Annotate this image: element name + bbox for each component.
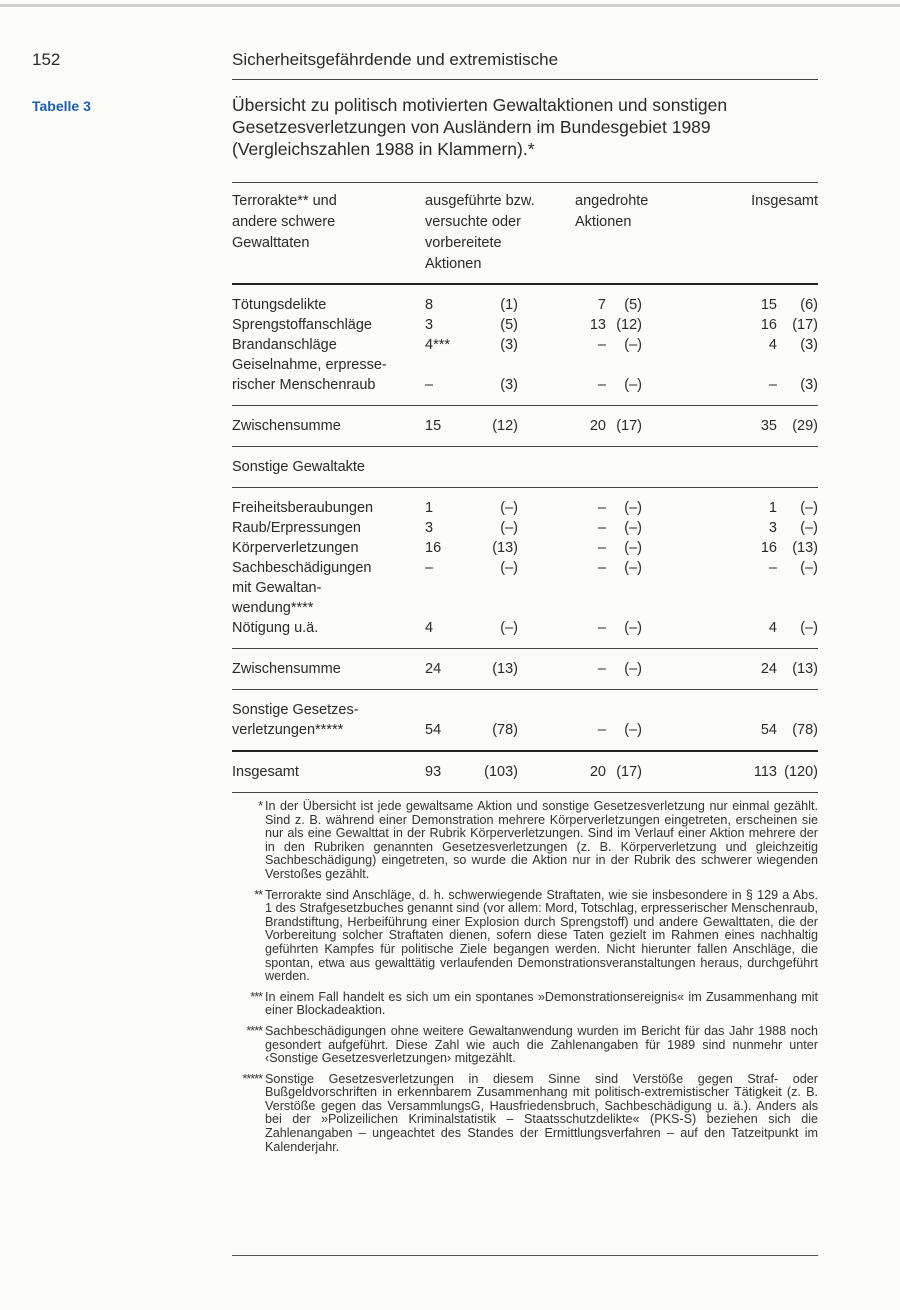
row-label: Körperverletzungen — [232, 540, 359, 556]
threatened-count: – — [597, 540, 606, 556]
footnote-text: Sonstige Gesetzesverletzungen in diesem Sinne sind Verstöße gegen Straf- oder Bußgeldvorschriften in erkennbarem Zusammenhang mit politisch-extremistischer Tätigkeit (z. B. Verstöße gegen das VersammlungsG, Hausfriedensbruch, Sachbeschädigung u. ä.). Anders als bei der »Polizeilichen Kriminalstatistik – Staatsschutzdelikte« (PKS-S) beziehen sich die Zahlenangaben – ungeachtet des Standes der Ermittlungsverfahren – auf den Tatzeitpunkt im Kalenderjahr. — [265, 1071, 818, 1154]
threatened-prev: (–) — [624, 722, 642, 738]
total-prev: (–) — [800, 620, 818, 636]
total-count: 1 — [768, 500, 777, 516]
total-prev: (13) — [792, 661, 818, 677]
threatened-prev: (–) — [624, 377, 642, 393]
total-count: 16 — [760, 540, 777, 556]
executed-count: 15 — [425, 418, 442, 434]
threatened-prev: (5) — [624, 297, 642, 313]
section-title-row — [232, 447, 818, 487]
total-prev: (3) — [800, 337, 818, 353]
row-label: Sprengstoffanschläge — [232, 317, 373, 333]
footnote — [232, 889, 818, 984]
executed-count: 1 — [425, 500, 434, 516]
executed-prev: (78) — [492, 722, 518, 738]
table-row — [232, 659, 818, 679]
executed-prev: (13) — [492, 540, 518, 556]
bottom-rule — [232, 1255, 818, 1256]
threatened-count: – — [597, 722, 606, 738]
total-count: 24 — [760, 661, 777, 677]
row-label: mit Gewaltan- wendung**** — [232, 580, 322, 616]
executed-count: – — [425, 560, 434, 576]
footnote — [232, 800, 818, 882]
total-prev: (29) — [792, 418, 818, 434]
subtotal-section — [232, 406, 818, 446]
total-section — [232, 752, 818, 792]
total-count: – — [768, 560, 777, 576]
group-serious-violence — [232, 285, 818, 405]
table-row — [232, 355, 818, 395]
executed-count: 4 — [425, 620, 434, 636]
threatened-count: 20 — [589, 418, 606, 434]
row-label: Raub/Erpressungen — [232, 520, 361, 536]
row-label: Zwischensumme — [232, 661, 341, 677]
table-header — [232, 183, 818, 283]
total-count: 113 — [753, 764, 777, 780]
executed-count: 3 — [425, 520, 434, 536]
footnote — [232, 1073, 818, 1155]
table-row — [232, 518, 818, 538]
footnote-text: In der Übersicht ist jede gewaltsame Aktion und sonstige Gesetzesverletzung nur einmal gezählt. Sind z. B. während einer Demonstration mehrere Körperverletzungen eingetreten, erscheinen sie nur als eine Gewalttat in der Rubrik Körperverletzungen. Sind im Verlauf einer Aktion mehrere der in den Rubriken genannten Gesetzesverletzungen (z. B. Körperverletzung und gleichzeitig Sachbeschädigung) eingetreten, so wurde die Aktion nur in der Rubrik des schwerer wiegenden Verstoßes gezählt. — [265, 799, 818, 881]
executed-count: 54 — [425, 722, 442, 738]
executed-count: 93 — [425, 764, 442, 780]
footnote-text: Sachbeschädigungen ohne weitere Gewaltanwendung wurden im Bericht für das Jahr 1988 noch gesondert aufgeführt. Diese Zahl wie auch die Zahlenangaben für 1989 sind nunmehr unter ‹Sonstige Gesetzesverletzungen› mitgezählt. — [265, 1023, 818, 1066]
footnote-text: In einem Fall handelt es sich um ein spontanes »Demonstrationsereignis« im Zusammenhang mit einer Blockadeaktion. — [265, 989, 818, 1018]
total-prev: (120) — [784, 764, 818, 780]
executed-prev: (103) — [484, 764, 518, 780]
table-row — [232, 295, 818, 315]
table-row — [232, 618, 818, 638]
threatened-count: – — [597, 620, 606, 636]
threatened-count: – — [597, 377, 606, 393]
threatened-prev: (17) — [616, 764, 642, 780]
total-prev: (3) — [800, 377, 818, 393]
row-label: Zwischensumme — [232, 418, 341, 434]
table-row — [232, 578, 818, 618]
threatened-count: – — [597, 520, 606, 536]
threatened-prev: (–) — [624, 661, 642, 677]
total-count: 16 — [760, 317, 777, 333]
executed-prev: (–) — [500, 500, 518, 516]
header-threatened: angedrohte Aktionen — [575, 193, 649, 230]
threatened-count: – — [597, 500, 606, 516]
footnote-marker: **** — [246, 1023, 262, 1038]
row-label: Sonstige Gesetzes- verletzungen***** — [232, 702, 359, 738]
page-number: 152 — [32, 50, 61, 69]
table-row — [232, 538, 818, 558]
table-row — [232, 700, 818, 740]
executed-count: 16 — [425, 540, 442, 556]
header-category: Terrorakte** und andere schwere Gewalttaten — [232, 193, 337, 251]
group-other-violence — [232, 488, 818, 648]
table-row — [232, 498, 818, 518]
executed-count: 4*** — [425, 337, 450, 353]
table-row — [232, 416, 818, 436]
running-head: Sicherheitsgefährdende und extremistische — [232, 50, 559, 69]
executed-prev: (12) — [492, 418, 518, 434]
executed-prev: (3) — [500, 337, 518, 353]
total-count: 15 — [760, 297, 777, 313]
row-label: Sachbeschädigungen — [232, 560, 372, 576]
other-violations-section — [232, 690, 818, 750]
executed-prev: (13) — [492, 661, 518, 677]
executed-count: – — [425, 377, 434, 393]
table-row — [232, 762, 818, 782]
row-label: Brandanschläge — [232, 337, 337, 353]
row-label: Tötungsdelikte — [232, 297, 327, 313]
table-row — [232, 315, 818, 335]
threatened-count: 20 — [589, 764, 606, 780]
threatened-prev: (–) — [624, 620, 642, 636]
footnote — [232, 991, 818, 1018]
executed-prev: (–) — [500, 620, 518, 636]
section-title: Sonstige Gewaltakte — [232, 459, 365, 475]
threatened-count: 13 — [589, 317, 606, 333]
footnotes — [232, 800, 818, 1161]
footnote-text: Terrorakte sind Anschläge, d. h. schwerwiegende Straftaten, wie sie insbesondere in § 129 a Abs. 1 des Strafgesetzbuches genannt sind (vor allem: Mord, Totschlag, erpresserischer Menschenraub, Brandstiftung, Herbeiführung einer Explosion durch Sprengstoff) und andere Gewalttaten, die der Vorbereitung solcher Straftaten dienen, sofern diese Taten gezielt im Rahmen eines nachhaltig geführten Kampfes für politische Ziele begangen werden. Nicht hierunter fallen Anschläge, die spontan, etwa aus gewalttätig verlaufenden Demonstrationsveranstaltungen heraus, durchgeführt werden. — [265, 887, 818, 984]
executed-count: 24 — [425, 661, 442, 677]
footnote — [232, 1025, 818, 1066]
executed-prev: (–) — [500, 560, 518, 576]
footnote-marker: * — [258, 799, 262, 813]
threatened-prev: (–) — [624, 540, 642, 556]
executed-prev: (–) — [500, 520, 518, 536]
table-row — [232, 335, 818, 355]
total-count: 35 — [760, 418, 777, 434]
threatened-prev: (–) — [624, 560, 642, 576]
total-prev: (17) — [792, 317, 818, 333]
header-rule — [232, 79, 818, 80]
total-prev: (–) — [800, 500, 818, 516]
total-prev: (13) — [792, 540, 818, 556]
executed-count: 8 — [425, 297, 434, 313]
total-count: 4 — [768, 337, 777, 353]
executed-prev: (5) — [500, 317, 518, 333]
footnote-marker: ** — [254, 887, 262, 902]
statistics-table — [232, 182, 818, 793]
total-count: – — [768, 377, 777, 393]
top-border — [0, 4, 900, 7]
total-prev: (–) — [800, 560, 818, 576]
table-label: Tabelle 3 — [32, 98, 91, 114]
threatened-count: 7 — [597, 297, 606, 313]
total-prev: (–) — [800, 520, 818, 536]
footnote-marker: ***** — [242, 1071, 262, 1086]
total-count: 54 — [760, 722, 777, 738]
threatened-prev: (–) — [624, 500, 642, 516]
threatened-count: – — [597, 337, 606, 353]
header-total: Insgesamt — [751, 193, 818, 209]
threatened-count: – — [597, 661, 606, 677]
threatened-prev: (–) — [624, 520, 642, 536]
total-prev: (78) — [792, 722, 818, 738]
header-executed: ausgeführte bzw. versuchte oder vorbereitete Aktionen — [425, 193, 535, 272]
total-count: 3 — [768, 520, 777, 536]
total-prev: (6) — [800, 297, 818, 313]
executed-count: 3 — [425, 317, 434, 333]
row-label: Geiselnahme, erpresse- rischer Menschenraub — [232, 357, 387, 393]
footnote-marker: *** — [250, 989, 262, 1004]
executed-prev: (3) — [500, 377, 518, 393]
table-row — [232, 558, 818, 578]
row-label: Insgesamt — [232, 764, 299, 780]
executed-prev: (1) — [500, 297, 518, 313]
row-label: Freiheitsberaubungen — [232, 500, 374, 516]
total-count: 4 — [768, 620, 777, 636]
divider — [232, 792, 818, 793]
threatened-prev: (17) — [616, 418, 642, 434]
threatened-count: – — [597, 560, 606, 576]
threatened-prev: (12) — [616, 317, 642, 333]
subtotal-section — [232, 649, 818, 689]
table-caption: Übersicht zu politisch motivierten Gewaltaktionen und sonstigen Gesetzesverletzungen von Ausländern im Bundesgebiet 1989 (Vergleichszahlen 1988 in Klammern).* — [232, 95, 728, 159]
threatened-prev: (–) — [624, 337, 642, 353]
row-label: Nötigung u.ä. — [232, 620, 319, 636]
